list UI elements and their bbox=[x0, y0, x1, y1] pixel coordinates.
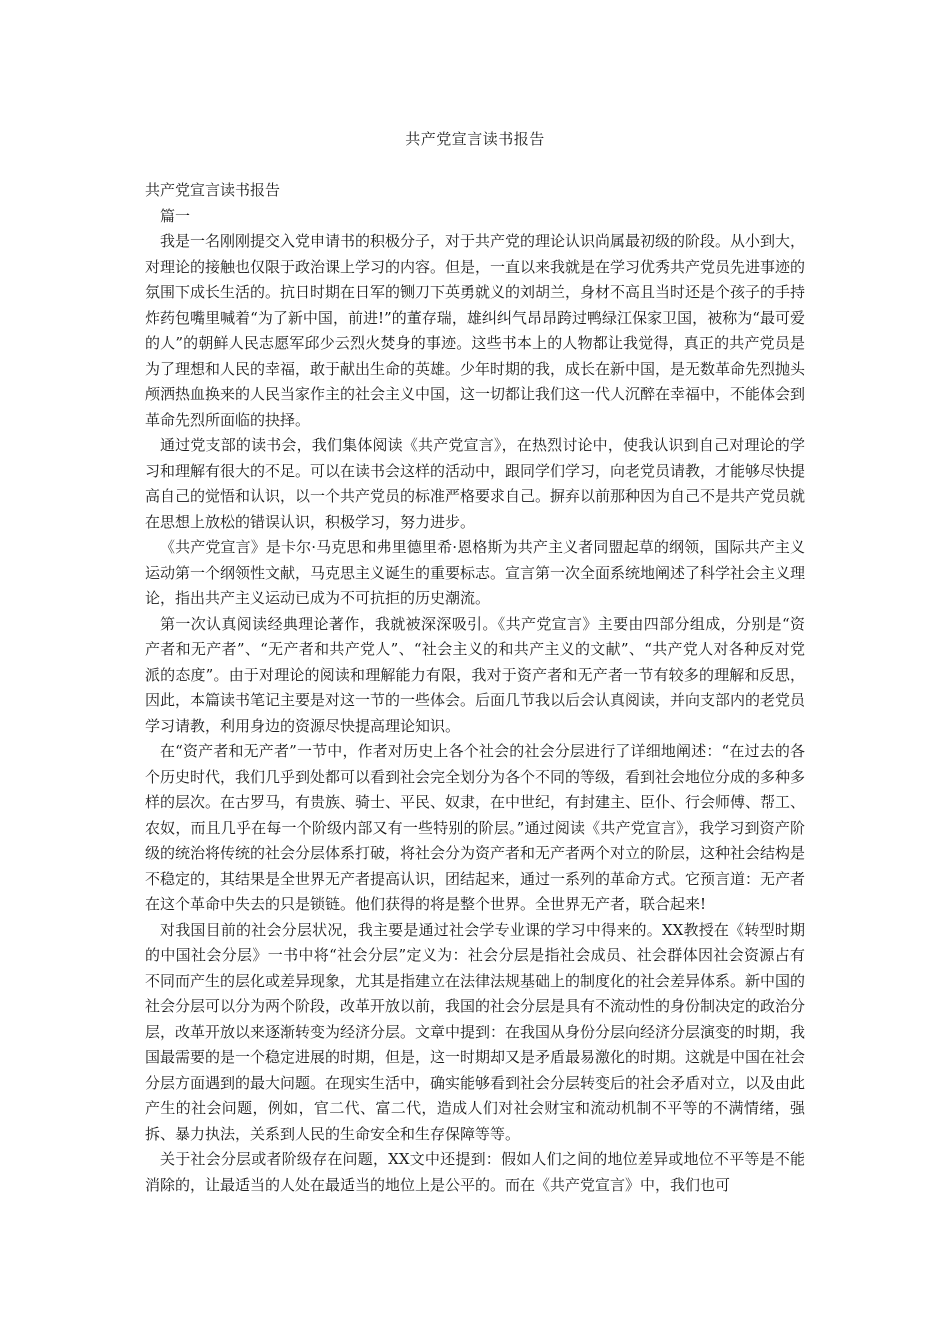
document-body bbox=[145, 178, 805, 1198]
paragraph-6: 对我国目前的社会分层状况，我主要是通过社会学专业课的学习中得来的。XX教授在《转型时期的中国社会分层》一书中将“社会分层”定义为：社会分层是指社会成员、社会群体因社会资源占有不同而产生的层化或差异现象，尤其是指建立在法律法规基础上的制度化的社会差异体系。新中国的社会分层可以分为两个阶段，改革开放以前，我国的社会分层是具有不流动性的身份制决定的政治分层，改革开放以来逐渐转变为经济分层。文章中提到：在我国从身份分层向经济分层演变的时期，我国最需要的是一个稳定进展的时期，但是，这一时期却又是矛盾最易激化的时期。这就是中国在社会分层方面遇到的最大问题。在现实生活中，确实能够看到社会分层转变后的社会矛盾对立，以及由此产生的社会问题，例如，官二代、富二代，造成人们对社会财宝和流动机制不平等的不满情绪，强拆、暴力执法，关系到人民的生命安全和生存保障等等。 bbox=[145, 920, 806, 1143]
document-heading: 共产党宣言读书报告 bbox=[145, 181, 281, 199]
paragraph-4: 第一次认真阅读经典理论著作，我就被深深吸引。《共产党宣言》主要由四部分组成，分别是“资产者和无产者”、“无产者和共产党人”、“社会主义的和共产主义的文献”、“共产党人对各种反对党派的态度”。由于对理论的阅读和理解能力有限，我对于资产者和无产者一节有较多的理解和反思，因此，本篇读书笔记主要是对这一节的一些体会。后面几节我以后会认真阅读，并向支部内的老党员学习请教，利用身边的资源尽快提高理论知识。 bbox=[145, 614, 806, 735]
paragraph-3: 《共产党宣言》是卡尔·马克思和弗里德里希·恩格斯为共产主义者同盟起草的纲领，国际共产主义运动第一个纲领性文献，马克思主义诞生的重要标志。宣言第一次全面系统地阐述了科学社会主义理论，指出共产主义运动已成为不可抗拒的历史潮流。 bbox=[145, 538, 806, 607]
paragraph-5: 在“资产者和无产者”一节中，作者对历史上各个社会的社会分层进行了详细地阐述：“在过去的各个历史时代，我们几乎到处都可以看到社会完全划分为各个不同的等级，看到社会地位分成的多种多样的层次。在古罗马，有贵族、骑士、平民、奴隶，在中世纪，有封建主、臣仆、行会师傅、帮工、农奴，而且几乎在每一个阶级内部又有一些特别的阶层。”通过阅读《共产党宣言》，我学习到资产阶级的统治将传统的社会分层体系打破，将社会分为资产者和无产者两个对立的阶层，这种社会结构是不稳定的，其结果是全世界无产者提高认识，团结起来，通过一系列的革命方式。它预言道：无产者在这个革命中失去的只是锁链。他们获得的将是整个世界。全世界无产者，联合起来! bbox=[145, 742, 806, 913]
document-title: 共产党宣言读书报告 bbox=[405, 130, 545, 148]
paragraph-7: 关于社会分层或者阶级存在问题，XX文中还提到：假如人们之间的地位差异或地位不平等是不能消除的，让最适当的人处在最适当的地位上是公平的。而在《共产党宣言》中，我们也可 bbox=[145, 1150, 805, 1194]
section-label: 篇一 bbox=[160, 206, 191, 225]
paragraph-2: 通过党支部的读书会，我们集体阅读《共产党宣言》，在热烈讨论中，使我认识到自己对理论的学习和理解有很大的不足。可以在读书会这样的活动中，跟同学们学习，向老党员请教，才能够尽快提高自己的觉悟和认识，以一个共产党员的标准严格要求自己。摒弃以前那种因为自己不是共产党员就在思想上放松的错误认识，积极学习，努力进步。 bbox=[145, 436, 806, 531]
paragraph-1: 我是一名刚刚提交入党申请书的积极分子，对于共产党的理论认识尚属最初级的阶段。从小到大，对理论的接触也仅限于政治课上学习的内容。但是，一直以来我就是在学习优秀共产党员先进事迹的氛围下成长生活的。抗日时期在日军的铡刀下英勇就义的刘胡兰，身材不高且当时还是个孩子的手持炸药包嘴里喊着“为了新中国，前进!”的董存瑞，雄纠纠气昂昂跨过鸭绿江保家卫国，被称为“最可爱的人”的朝鲜人民志愿军邱少云烈火焚身的事迹。这些书本上的人物都让我觉得，真正的共产党员是为了理想和人民的幸福，敢于献出生命的英雄。少年时期的我，成长在新中国，是无数革命先烈抛头颅洒热血换来的人民当家作主的社会主义中国，这一切都让我们这一代人沉醉在幸福中，不能体会到革命先烈所面临的抉择。 bbox=[145, 232, 806, 429]
